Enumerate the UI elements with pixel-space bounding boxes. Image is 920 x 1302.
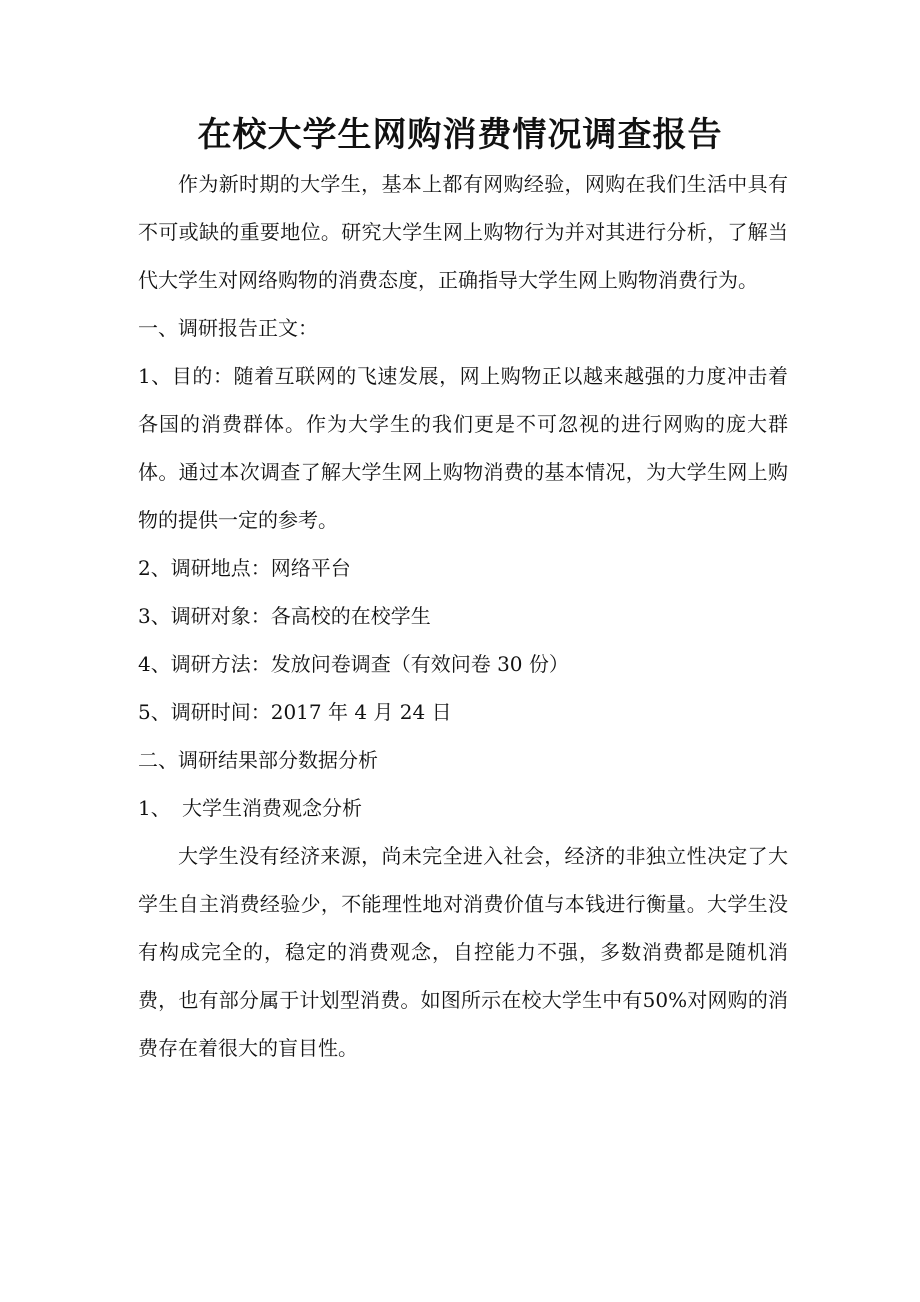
section-1-item-time: 5、调研时间：2017 年 4 月 24 日 [138,700,452,724]
section-1-item-purpose: 1、目的：随着互联网的飞速发展，网上购物正以越来越强的力度冲击着各国的消费群体。作为大学生的我们更是不可忽视的进行网购的庞大群体。通过本次调查了解大学生网上购物消费的基本情况，为大学生网上购物的提供一定的参考。 [138,364,788,532]
section-1-item-location: 2、调研地点：网络平台 [138,556,351,580]
section-2-subheading [138,784,788,832]
intro-paragraph: 作为新时期的大学生，基本上都有网购经验，网购在我们生活中具有不可或缺的重要地位。研究大学生网上购物行为并对其进行分析，了解当代大学生对网络购物的消费态度，正确指导大学生网上购物消费行为。 [138,172,788,292]
subheading-title: 大学生消费观念分析 [182,796,362,820]
subheading-number: 1、 [138,796,171,820]
section-2-heading: 二、调研结果部分数据分析 [138,748,378,772]
section-1-item-subject: 3、调研对象：各高校的在校学生 [138,604,431,628]
document-title: 在校大学生网购消费情况调查报告 [197,115,723,155]
section-1-item-method: 4、调研方法：发放问卷调查（有效问卷 30 份） [138,652,569,676]
section-1-heading: 一、调研报告正文： [138,316,318,340]
consumption-analysis-paragraph: 大学生没有经济来源，尚未完全进入社会，经济的非独立性决定了大学生自主消费经验少，不能理性地对消费价值与本钱进行衡量。大学生没有构成完全的，稳定的消费观念，自控能力不强，多数消费都是随机消费，也有部分属于计划型消费。如图所示在校大学生中有50%对网购的消费存在着很大的盲目性。 [138,844,788,1060]
document-body [138,160,788,1072]
